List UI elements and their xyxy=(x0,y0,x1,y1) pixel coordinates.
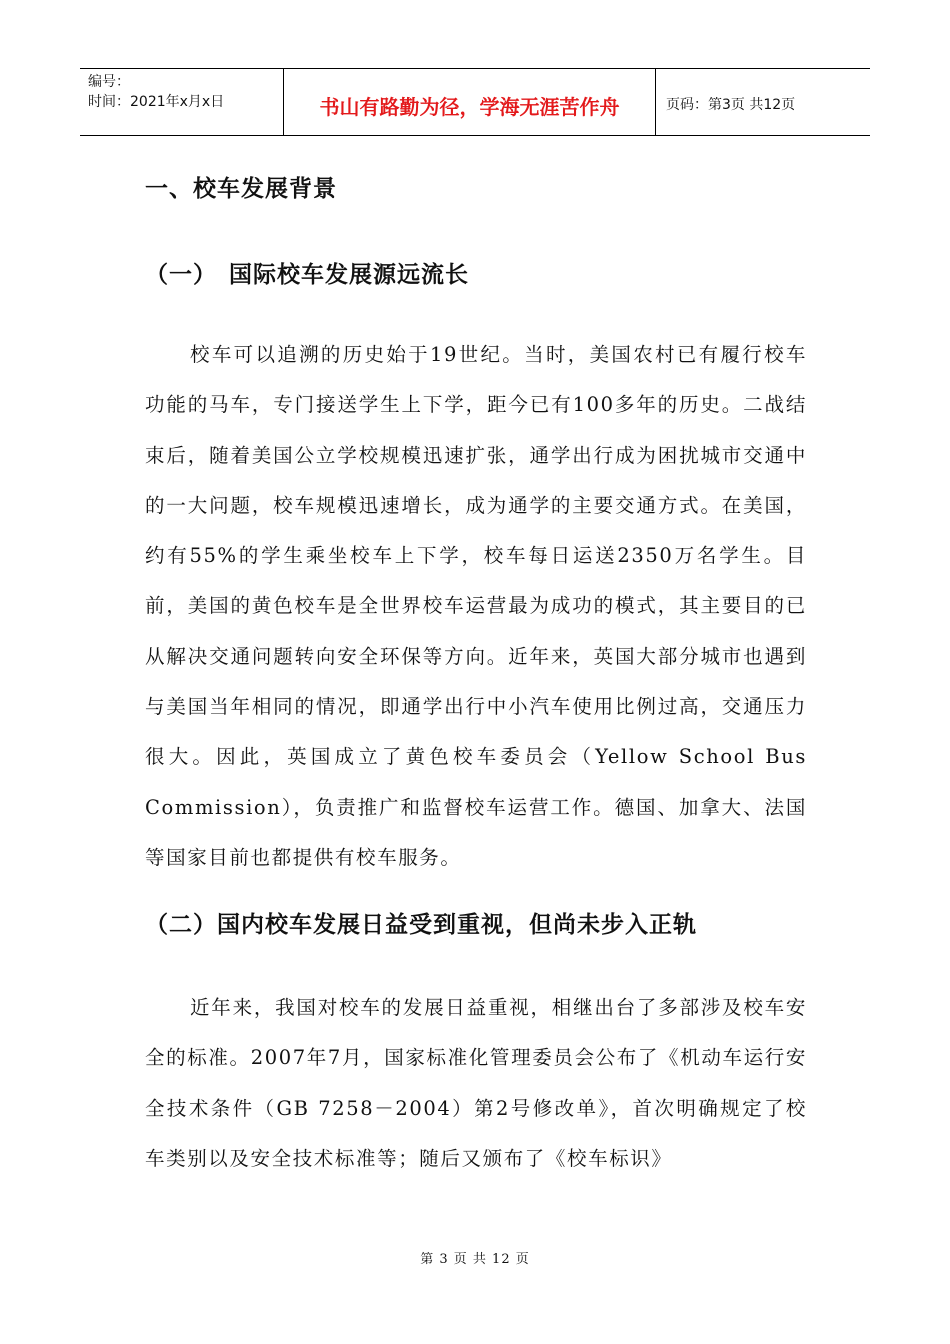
header-motto xyxy=(283,69,656,135)
code-label: 编号： xyxy=(88,74,130,90)
subsection-2-paragraph: 近年来，我国对校车的发展日益重视，相继出台了多部涉及校车安全的标准。2007年7月，国家标准化管理委员会公布了《机动车运行安全技术条件（GB 7258－2004）第2号修改单》，首次明确规定了校车类别以及安全技术标准等；随后又颁布了《校车标识》 xyxy=(145,996,807,1170)
subsection-2-title: （二）国内校车发展日益受到重视，但尚未步入正轨 xyxy=(145,912,697,938)
page-footer: 第 3 页 共 12 页 xyxy=(420,1252,530,1267)
document-header xyxy=(80,68,870,136)
subsection-1-heading xyxy=(145,256,469,289)
header-meta xyxy=(80,69,283,135)
motto-text: 书山有路勤为径，学海无涯苦作舟 xyxy=(319,94,620,119)
subsection-1-paragraph: 校车可以追溯的历史始于19世纪。当时，美国农村已有履行校车功能的马车，专门接送学生上下学，距今已有100多年的历史。二战结束后，随着美国公立学校规模迅速扩张，通学出行成为困扰城市交通中的一大问题，校车规模迅速增长，成为通学的主要交通方式。在美国，约有55%的学生乘坐校车上下学，校车每日运送2350万名学生。目前，美国的黄色校车是全世界校车运营最为成功的模式，其主要目的已从解决交通问题转向安全环保等方向。近年来，英国大部分城市也遇到与美国当年相同的情况，即通学出行中小汽车使用比例过高，交通压力很大。因此，英国成立了黄色校车委员会（Yellow School Bus Commission），负责推广和监督校车运营工作。德国、加拿大、法国等国家目前也都提供有校车服务。 xyxy=(145,343,807,869)
subsection-1-number: （一） xyxy=(145,262,217,288)
subsection-1-title: 国际校车发展源远流长 xyxy=(229,262,469,288)
page-info-text: 页码：第3页 共12页 xyxy=(666,97,796,113)
section-title: 一、校车发展背景 xyxy=(145,176,337,202)
date-text: 时间：2021年x月x日 xyxy=(88,94,225,110)
header-page-info xyxy=(656,69,870,135)
